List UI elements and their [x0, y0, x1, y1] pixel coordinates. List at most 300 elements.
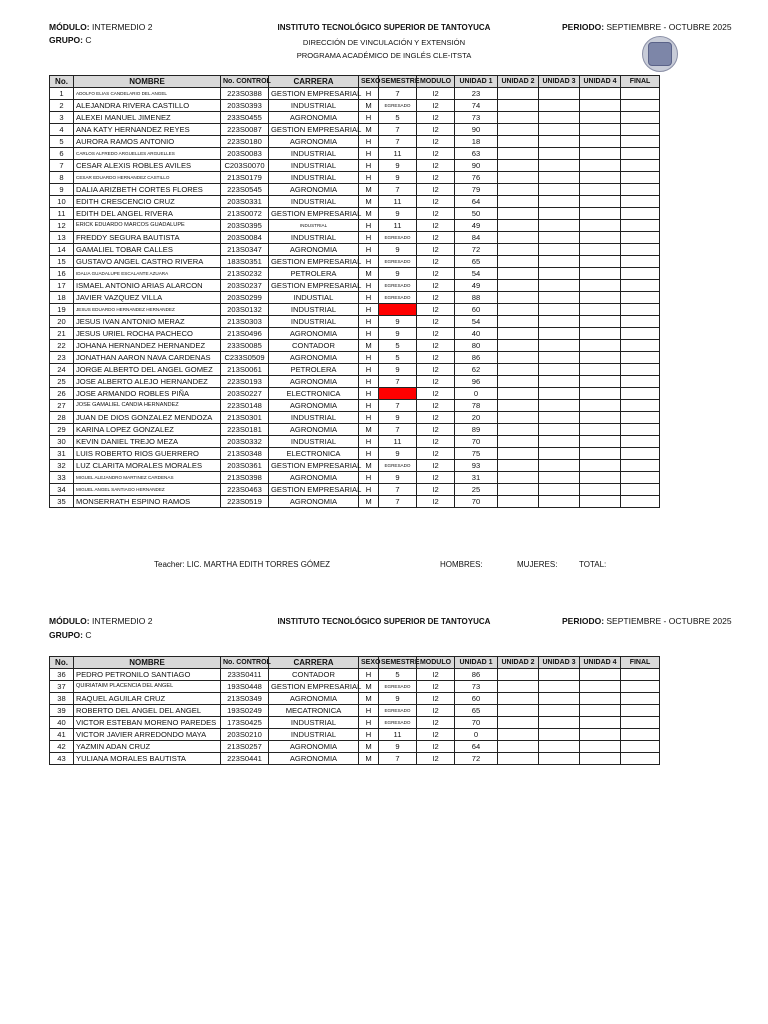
- cell-semester: EGRESADO: [379, 100, 417, 112]
- table-row: [50, 244, 660, 256]
- cell-control: 223S0148: [221, 400, 269, 412]
- table-row: [50, 136, 660, 148]
- cell-sex: M: [359, 460, 379, 472]
- cell-semester: 9: [379, 316, 417, 328]
- cell-sex: M: [359, 681, 379, 693]
- cell-unit3: [539, 196, 580, 208]
- cell-semester: EGRESADO: [379, 256, 417, 268]
- cell-semester: 9: [379, 172, 417, 184]
- cell-final: [621, 136, 660, 148]
- cell-semester: EGRESADO: [379, 460, 417, 472]
- cell-number: 38: [50, 693, 74, 705]
- column-header-unit3: UNIDAD 3: [539, 657, 580, 669]
- cell-unit1: 70: [455, 496, 498, 508]
- cell-unit3: [539, 244, 580, 256]
- cell-final: [621, 232, 660, 244]
- cell-module: I2: [417, 448, 455, 460]
- table-row: [50, 340, 660, 352]
- cell-module: I2: [417, 112, 455, 124]
- column-header-number: No.: [50, 76, 74, 88]
- cell-semester: 11: [379, 436, 417, 448]
- cell-name: ALEXEI MANUEL JIMENEZ: [74, 112, 221, 124]
- table-row: [50, 681, 660, 693]
- cell-unit2: [498, 124, 539, 136]
- cell-semester: 7: [379, 753, 417, 765]
- cell-control: 223S0193: [221, 376, 269, 388]
- group-line-2: GRUPO: C: [49, 630, 92, 640]
- cell-module: I2: [417, 328, 455, 340]
- cell-name: YULIANA MORALES BAUTISTA: [74, 753, 221, 765]
- cell-unit2: [498, 208, 539, 220]
- table-row: [50, 100, 660, 112]
- cell-sex: H: [359, 484, 379, 496]
- cell-unit3: [539, 208, 580, 220]
- cell-number: 3: [50, 112, 74, 124]
- cell-unit2: [498, 496, 539, 508]
- cell-sex: H: [359, 472, 379, 484]
- period-line: PERIODO: SEPTIEMBRE - OCTUBRE 2025: [562, 22, 732, 32]
- cell-number: 8: [50, 172, 74, 184]
- cell-unit2: [498, 436, 539, 448]
- cell-unit2: [498, 172, 539, 184]
- cell-unit3: [539, 292, 580, 304]
- cell-name: ISMAEL ANTONIO ARIAS ALARCON: [74, 280, 221, 292]
- cell-name: JUAN DE DIOS GONZALEZ MENDOZA: [74, 412, 221, 424]
- student-roster-table: [49, 75, 660, 508]
- cell-name: LUZ CLARITA MORALES MORALES: [74, 460, 221, 472]
- cell-name: CESAR ALEXIS ROBLES AVILES: [74, 160, 221, 172]
- cell-semester: 7: [379, 124, 417, 136]
- cell-module: I2: [417, 100, 455, 112]
- cell-semester: 9: [379, 160, 417, 172]
- column-header-control: No. CONTROL: [221, 657, 269, 669]
- cell-career: INDUSTRIAL: [269, 232, 359, 244]
- cell-career: AGRONOMIA: [269, 753, 359, 765]
- table-row: [50, 693, 660, 705]
- cell-unit2: [498, 376, 539, 388]
- cell-final: [621, 729, 660, 741]
- cell-final: [621, 400, 660, 412]
- cell-unit3: [539, 328, 580, 340]
- cell-career: INDUSTRIAL: [269, 148, 359, 160]
- cell-unit3: [539, 220, 580, 232]
- table-row: [50, 472, 660, 484]
- module-line-2: MÓDULO: INTERMEDIO 2: [49, 616, 153, 626]
- cell-control: 213S0347: [221, 244, 269, 256]
- institute-title-2: INSTITUTO TECNOLÓGICO SUPERIOR DE TANTOYUCA: [277, 617, 491, 626]
- cell-name: VICTOR ESTEBAN MORENO PAREDES: [74, 717, 221, 729]
- cell-unit2: [498, 424, 539, 436]
- column-header-final: FINAL: [621, 657, 660, 669]
- cell-unit3: [539, 136, 580, 148]
- cell-module: I2: [417, 304, 455, 316]
- cell-sex: H: [359, 316, 379, 328]
- cell-number: 10: [50, 196, 74, 208]
- column-header-control: No. CONTROL: [221, 76, 269, 88]
- cell-unit1: 40: [455, 328, 498, 340]
- cell-semester: 11: [379, 729, 417, 741]
- cell-name: JAVIER VAZQUEZ VILLA: [74, 292, 221, 304]
- cell-unit4: [580, 136, 621, 148]
- cell-sex: M: [359, 100, 379, 112]
- cell-semester: 7: [379, 88, 417, 100]
- cell-unit3: [539, 496, 580, 508]
- cell-module: I2: [417, 717, 455, 729]
- cell-sex: H: [359, 717, 379, 729]
- cell-unit1: 84: [455, 232, 498, 244]
- cell-number: 27: [50, 400, 74, 412]
- table-row: [50, 232, 660, 244]
- table-row: [50, 184, 660, 196]
- cell-module: I2: [417, 376, 455, 388]
- cell-final: [621, 753, 660, 765]
- cell-unit3: [539, 88, 580, 100]
- cell-unit4: [580, 256, 621, 268]
- cell-final: [621, 484, 660, 496]
- cell-name: MIGUEL ALEJANDRO MARTINEZ CARDENAS: [74, 472, 221, 484]
- cell-unit3: [539, 280, 580, 292]
- cell-name: JESUS EDUARDO HERNANDEZ HERNANDEZ: [74, 304, 221, 316]
- cell-unit4: [580, 376, 621, 388]
- cell-unit4: [580, 148, 621, 160]
- cell-number: 14: [50, 244, 74, 256]
- cell-module: I2: [417, 316, 455, 328]
- column-header-module: MODULO: [417, 657, 455, 669]
- cell-final: [621, 172, 660, 184]
- table-row: [50, 753, 660, 765]
- cell-unit3: [539, 160, 580, 172]
- cell-module: I2: [417, 400, 455, 412]
- cell-unit2: [498, 717, 539, 729]
- table-row: [50, 196, 660, 208]
- cell-name: PEDRO PETRONILO SANTIAGO: [74, 669, 221, 681]
- cell-control: 173S0425: [221, 717, 269, 729]
- table-row: [50, 448, 660, 460]
- cell-unit2: [498, 460, 539, 472]
- cell-sex: H: [359, 256, 379, 268]
- cell-unit1: 76: [455, 172, 498, 184]
- cell-sex: H: [359, 160, 379, 172]
- cell-unit1: 73: [455, 112, 498, 124]
- cell-control: 203S0393: [221, 100, 269, 112]
- cell-final: [621, 681, 660, 693]
- cell-career: INDUSTRIAL: [269, 172, 359, 184]
- table-row: [50, 148, 660, 160]
- table-row: [50, 496, 660, 508]
- cell-unit3: [539, 424, 580, 436]
- cell-unit1: 93: [455, 460, 498, 472]
- cell-unit1: 0: [455, 729, 498, 741]
- column-header-module: MODULO: [417, 76, 455, 88]
- cell-semester: 11: [379, 148, 417, 160]
- cell-semester: EGRESADO: [379, 705, 417, 717]
- column-header-name: NOMBRE: [74, 76, 221, 88]
- period-line-2: PERIODO: SEPTIEMBRE - OCTUBRE 2025: [562, 616, 732, 626]
- cell-unit2: [498, 160, 539, 172]
- cell-unit4: [580, 304, 621, 316]
- cell-career: INDUSTRIAL: [269, 196, 359, 208]
- table-row: [50, 88, 660, 100]
- cell-unit4: [580, 292, 621, 304]
- cell-unit1: 75: [455, 448, 498, 460]
- cell-unit1: 96: [455, 376, 498, 388]
- cell-semester: 9: [379, 208, 417, 220]
- cell-module: I2: [417, 741, 455, 753]
- cell-unit1: 72: [455, 244, 498, 256]
- cell-number: 24: [50, 364, 74, 376]
- cell-semester: 7: [379, 400, 417, 412]
- cell-career: INDUSTRIAL: [269, 436, 359, 448]
- cell-unit4: [580, 717, 621, 729]
- cell-unit4: [580, 316, 621, 328]
- table-row: [50, 292, 660, 304]
- cell-control: 213S0232: [221, 268, 269, 280]
- cell-unit3: [539, 400, 580, 412]
- cell-unit1: 70: [455, 436, 498, 448]
- cell-sex: H: [359, 328, 379, 340]
- cell-career: AGRONOMIA: [269, 136, 359, 148]
- cell-career: AGRONOMIA: [269, 424, 359, 436]
- cell-unit3: [539, 364, 580, 376]
- cell-unit4: [580, 412, 621, 424]
- cell-career: CONTADOR: [269, 340, 359, 352]
- cell-unit1: 0: [455, 388, 498, 400]
- institute-seal-icon: [642, 36, 678, 72]
- cell-sex: H: [359, 292, 379, 304]
- cell-sex: M: [359, 340, 379, 352]
- cell-name: JESUS URIEL ROCHA PACHECO: [74, 328, 221, 340]
- cell-name: EDITH DEL ANGEL RIVERA: [74, 208, 221, 220]
- cell-unit2: [498, 340, 539, 352]
- cell-module: I2: [417, 136, 455, 148]
- cell-career: INDUSTRIAL: [269, 316, 359, 328]
- cell-unit3: [539, 124, 580, 136]
- cell-unit3: [539, 460, 580, 472]
- cell-module: I2: [417, 693, 455, 705]
- program-title: PROGRAMA ACADÉMICO DE INGLÉS CLE-ITSTA: [296, 51, 472, 60]
- cell-control: 203S0299: [221, 292, 269, 304]
- cell-name: GAMALIEL TOBAR CALLES: [74, 244, 221, 256]
- cell-semester: 7: [379, 496, 417, 508]
- cell-sex: H: [359, 172, 379, 184]
- cell-control: 213S0257: [221, 741, 269, 753]
- cell-number: 11: [50, 208, 74, 220]
- cell-control: 203S0395: [221, 220, 269, 232]
- cell-semester: [379, 388, 417, 400]
- cell-module: I2: [417, 256, 455, 268]
- cell-sex: M: [359, 496, 379, 508]
- cell-unit4: [580, 753, 621, 765]
- cell-final: [621, 448, 660, 460]
- cell-unit2: [498, 681, 539, 693]
- cell-sex: H: [359, 364, 379, 376]
- cell-unit4: [580, 352, 621, 364]
- cell-unit4: [580, 388, 621, 400]
- cell-semester: 5: [379, 669, 417, 681]
- cell-unit2: [498, 196, 539, 208]
- cell-number: 42: [50, 741, 74, 753]
- cell-unit1: 63: [455, 148, 498, 160]
- cell-module: I2: [417, 196, 455, 208]
- table-header-row: [50, 76, 660, 88]
- hombres-label: HOMBRES:: [440, 560, 483, 569]
- cell-unit4: [580, 705, 621, 717]
- cell-unit3: [539, 753, 580, 765]
- cell-name: ADOLFO ELIAS CANDELARIO DEL ANGEL: [74, 88, 221, 100]
- cell-number: 33: [50, 472, 74, 484]
- cell-unit1: 31: [455, 472, 498, 484]
- cell-unit2: [498, 220, 539, 232]
- cell-unit3: [539, 705, 580, 717]
- table-row: [50, 436, 660, 448]
- cell-unit1: 20: [455, 412, 498, 424]
- cell-sex: H: [359, 412, 379, 424]
- cell-unit4: [580, 328, 621, 340]
- cell-unit2: [498, 148, 539, 160]
- cell-semester: 9: [379, 268, 417, 280]
- cell-unit3: [539, 112, 580, 124]
- cell-sex: M: [359, 424, 379, 436]
- cell-module: I2: [417, 124, 455, 136]
- cell-unit2: [498, 232, 539, 244]
- cell-final: [621, 292, 660, 304]
- column-header-number: No.: [50, 657, 74, 669]
- cell-control: 213S0496: [221, 328, 269, 340]
- cell-unit2: [498, 136, 539, 148]
- cell-control: 203S0210: [221, 729, 269, 741]
- cell-sex: M: [359, 741, 379, 753]
- cell-module: I2: [417, 244, 455, 256]
- cell-career: AGRONOMIA: [269, 184, 359, 196]
- cell-sex: H: [359, 669, 379, 681]
- cell-career: INDUSTRIAL: [269, 729, 359, 741]
- column-header-unit3: UNIDAD 3: [539, 76, 580, 88]
- cell-semester: 7: [379, 424, 417, 436]
- cell-unit1: 65: [455, 705, 498, 717]
- cell-module: I2: [417, 232, 455, 244]
- cell-semester: EGRESADO: [379, 292, 417, 304]
- cell-unit4: [580, 112, 621, 124]
- cell-unit2: [498, 669, 539, 681]
- cell-unit3: [539, 340, 580, 352]
- cell-number: 23: [50, 352, 74, 364]
- cell-unit4: [580, 160, 621, 172]
- cell-control: 233S0085: [221, 340, 269, 352]
- cell-control: 203S0084: [221, 232, 269, 244]
- cell-unit4: [580, 436, 621, 448]
- cell-module: I2: [417, 88, 455, 100]
- cell-sex: M: [359, 753, 379, 765]
- cell-semester: 5: [379, 112, 417, 124]
- cell-final: [621, 460, 660, 472]
- cell-control: 213S0072: [221, 208, 269, 220]
- cell-sex: H: [359, 400, 379, 412]
- column-header-unit4: UNIDAD 4: [580, 657, 621, 669]
- cell-name: ALEJANDRA RIVERA CASTILLO: [74, 100, 221, 112]
- cell-control: 223S0441: [221, 753, 269, 765]
- cell-number: 32: [50, 460, 74, 472]
- cell-sex: H: [359, 729, 379, 741]
- cell-final: [621, 388, 660, 400]
- cell-semester: 9: [379, 693, 417, 705]
- cell-final: [621, 268, 660, 280]
- cell-final: [621, 196, 660, 208]
- table-row: [50, 717, 660, 729]
- cell-unit2: [498, 412, 539, 424]
- cell-number: 18: [50, 292, 74, 304]
- table-row: [50, 160, 660, 172]
- cell-name: ROBERTO DEL ANGEL DEL ANGEL: [74, 705, 221, 717]
- cell-unit2: [498, 316, 539, 328]
- cell-career: ELECTRONICA: [269, 388, 359, 400]
- cell-control: 203S0332: [221, 436, 269, 448]
- cell-unit2: [498, 472, 539, 484]
- cell-semester: 7: [379, 136, 417, 148]
- cell-name: JOSE GAMALIEL CANDIA HERNANDEZ: [74, 400, 221, 412]
- cell-sex: M: [359, 124, 379, 136]
- group-line: GRUPO: C: [49, 35, 92, 45]
- column-header-career: CARRERA: [269, 657, 359, 669]
- cell-unit2: [498, 352, 539, 364]
- cell-career: MECATRONICA: [269, 705, 359, 717]
- cell-final: [621, 100, 660, 112]
- cell-final: [621, 352, 660, 364]
- cell-unit2: [498, 328, 539, 340]
- cell-name: RAQUEL AGUILAR CRUZ: [74, 693, 221, 705]
- module-line: MÓDULO: INTERMEDIO 2: [49, 22, 153, 32]
- cell-unit1: 72: [455, 753, 498, 765]
- cell-unit3: [539, 717, 580, 729]
- cell-semester: 5: [379, 352, 417, 364]
- cell-unit4: [580, 220, 621, 232]
- cell-name: JOHANA HERNANDEZ HERNANDEZ: [74, 340, 221, 352]
- cell-unit1: 88: [455, 292, 498, 304]
- cell-sex: H: [359, 352, 379, 364]
- cell-career: INDUSTRIAL: [269, 717, 359, 729]
- cell-name: EDITH CRESCENCIO CRUZ: [74, 196, 221, 208]
- cell-semester: [379, 304, 417, 316]
- column-header-sex: SEXO: [359, 76, 379, 88]
- cell-final: [621, 340, 660, 352]
- cell-unit4: [580, 124, 621, 136]
- cell-unit1: 90: [455, 160, 498, 172]
- cell-unit4: [580, 172, 621, 184]
- cell-module: I2: [417, 412, 455, 424]
- cell-module: I2: [417, 340, 455, 352]
- cell-control: 213S0349: [221, 693, 269, 705]
- cell-career: GESTION EMPRESARIAL: [269, 460, 359, 472]
- cell-unit1: 60: [455, 304, 498, 316]
- column-header-sex: SEXO: [359, 657, 379, 669]
- cell-final: [621, 148, 660, 160]
- table-row: [50, 376, 660, 388]
- table-row: [50, 705, 660, 717]
- cell-final: [621, 669, 660, 681]
- cell-semester: 9: [379, 328, 417, 340]
- cell-unit1: 50: [455, 208, 498, 220]
- cell-unit3: [539, 448, 580, 460]
- cell-unit2: [498, 753, 539, 765]
- cell-unit4: [580, 448, 621, 460]
- cell-control: 203S0237: [221, 280, 269, 292]
- cell-unit3: [539, 484, 580, 496]
- cell-control: 213S0061: [221, 364, 269, 376]
- cell-unit2: [498, 100, 539, 112]
- cell-sex: H: [359, 280, 379, 292]
- cell-sex: H: [359, 244, 379, 256]
- cell-name: QUIRIATAIM PLACENCIA DEL ANGEL: [74, 681, 221, 693]
- cell-final: [621, 280, 660, 292]
